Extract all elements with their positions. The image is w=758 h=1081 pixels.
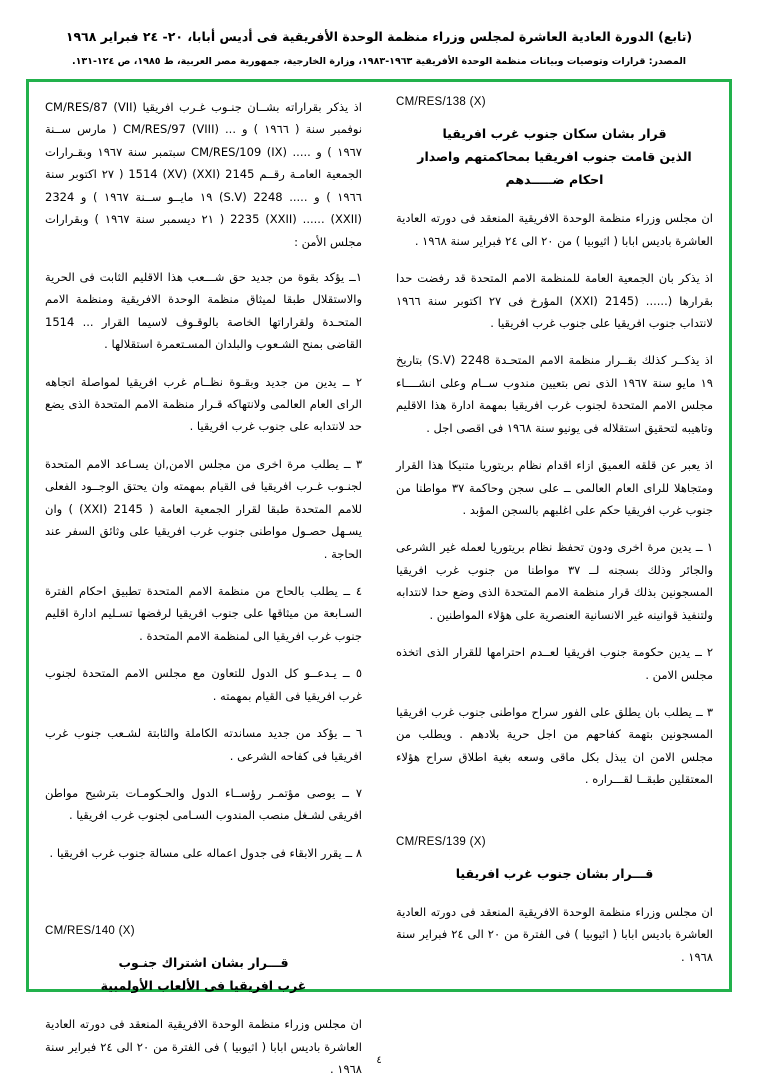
paragraph: اذ يذكــر كذلك بقــرار منظمة الامم المتحـدة 2248 (S.V) بتاريخ ١٩ مايو سنة ١٩٦٧ الذى نص بتعيين مندوب ســام وعلى انشــــاء مجلس الامم المتحدة لجنوب غرب افريقيا بمهمة ادارة هذا الاقليم وتاهيبه لتحقيق استقلاله فى يونيو سنة ١٩٦٨ فى اقصى اجل .: [396, 353, 713, 435]
resolution-139-title: [396, 862, 713, 885]
page-number: ٤: [376, 1055, 382, 1066]
paragraph: ٢ ــ يدين حكومة جنوب افريقيا لعــدم احترامها للقرار الذى اتخذه مجلس الامن .: [396, 645, 713, 682]
resolution-id-138: CM/RES/138 (X): [396, 96, 486, 108]
section-spacer: [45, 879, 362, 925]
paragraph: ١ ــ يدين مرة اخرى ودون تحفظ نظام بريتوريا لعمله غير الشرعى والجائر وذلك بسجنه لــ ٣٧ مواطنا من جنوب غرب افريقيا المسجونين بذلك قرار منظمة الامم المتحدة الذى وضع حدا لانتدابه ولتنفيذ قوانينه غير الانسانية العنصرية على هؤلاء المواطنين .: [396, 540, 713, 622]
paragraph: ان مجلس وزراء منظمة الوحدة الافريقية المنعقد فى دورته العادية العاشرة باديس ابابا ( اثيوبيا ) فى الفترة من ٢٠ الى ٢٤ فبراير سنة ١٩٦٨ .: [396, 904, 713, 964]
paragraph: ٥ ــ يـدعــو كل الدول للتعاون مع مجلس الامم المتحدة لجنوب غرب افريقيا فى القيام بمهمته .: [45, 666, 362, 703]
paragraph: ٢ ــ يدين من جديد وبقـوة نظــام غرب افريقيا لمواصلة اتجاهه الراى العام العالمى ولانتهاكه قـرار منظمة الامم المتحدة الذى يضع حد لانتدابه على جنوب غرب افريقيا .: [45, 374, 362, 434]
column-right: [390, 96, 713, 979]
resolution-139-title-line-1: قـــرار بشان جنوب غرب افريقيا: [455, 865, 654, 881]
content-frame: [26, 79, 732, 1077]
paragraph: ان مجلس وزراء منظمة الوحدة الافريقية المنعقد فى دورته العادية العاشرة باديس ابابا ( اثيوبيا ) فى الفترة من ٢٠ الى ٢٤ فبراير سنة ١٩٦٨ .: [45, 1017, 362, 1077]
resolution-140-title-line-1: قـــرار بشان اشتراك جنـوب: [118, 955, 289, 971]
paragraph: اذ يعبر عن قلقه العميق ازاء اقدام نظام بريتوريا متنيكا هذا القرار ومتجاهلا للراى العام العالمى ــ على سجن وحاكمة ٣٧ مواطنا من جنوب غرب افريقيا حكم على اغلبهم بالسجن المؤبد .: [396, 458, 713, 518]
column-left: [45, 96, 368, 1077]
resolution-138-title: [396, 122, 713, 191]
section-spacer: [396, 806, 713, 836]
paragraph: ٧ ــ يوصى مؤتمـر رؤســاء الدول والحـكومـات بترشيح مواطن افريقى لشـغل منصب المندوب السـامى لجنوب غرب افريقيا .: [45, 785, 362, 823]
resolution-id-140: CM/RES/140 (X): [45, 925, 135, 938]
paragraph: ٣ ــ يطلب بان يطلق على الفور سراح مواطنى جنوب غرب افريقيا المسجونين بتهمة كفاحهم من اجل حرية بلادهم . ويطلب من مجلس الامن ان يبذل بكل ماقى وسعه بغية اطلاق سراح هؤلاء المعتقلين طبقــا لقـــراره .: [396, 704, 713, 787]
resolution-138-title-line-3: احكام ضـــــدهم: [505, 172, 604, 188]
paragraph: ٦ ــ يؤكد من جديد مساندته الكاملة والثابتة لشـعب جنوب غرب افريقيا فى كفاحه الشرعى .: [45, 726, 362, 763]
paragraph: ٨ ــ يقرر الابقاء فى جدول اعماله على مسالة جنوب غرب افريقيا .: [49, 845, 362, 860]
paragraph: ان مجلس وزراء منظمة الوحدة الافريقية المنعقد فى دورته العادية العاشرة باديس ابابا ( اثيوبيا ) من ٢٠ الى ٢٤ فبراير سنة ١٩٦٨ .: [396, 211, 713, 248]
resolution-138-title-line-1: قرار بشان سكان جنوب غرب افريقيا: [442, 126, 667, 141]
resolution-140-title: [45, 951, 362, 997]
paragraph: ٣ ــ يطلب مرة اخرى من مجلس الامن,ان يسـاعد الامم المتحدة لجنـوب غـرب افريقيا فى القيام بمهمته وان يحتق الوجــود الفعلى للامم المتحدة طبقا لقرار الجمعية العامة ( 2145 (XXI) ) وان يسـهل حصـول مواطنى جنوب غرب افريقيا على وثائق السفر عند الحاجة .: [45, 456, 362, 561]
resolution-140-title-line-2: غرب افريقيا فى الألعاب الأولمبية: [100, 978, 307, 994]
resolution-138-title-line-2: الذين قامت جنوب افريقيا بمحاكمتهم واصدار: [417, 149, 692, 165]
paragraph: ٤ ــ يطلب بالحاح من منظمة الامم المتحدة تطبيق احكام الفترة السـابعة من ميثاقها على جنوب افريقيا لرفضها تسـليم ادارة اقليم جنوب غرب افريقيا الى لمنظمة الامم المتحدة .: [45, 584, 362, 643]
paragraph: اذ يذكر بان الجمعية العامة للمنظمة الامم المتحدة قد رفضت حدا بقرارها (...... (2145 (XXI) المؤرخ فى ٢٧ اكتوبر سنة ١٩٦٦ لانتداب جنوب افريقيا على جنوب غرب افريقيا .: [396, 271, 713, 331]
paragraph: ١ــ يؤكد بقوة من جديد حق شـــعب هذا الاقليم الثابت فى الحرية والاستقلال طبقا لميثاق منظمة الوحدة الافريقية ومنظمة الامم المتحـدة ولقراراتها الخاصة بالوقـوف لاسيما القرار ... 1514 القاضى بمنح الشـعوب والبلدان المسـتعمرة استقلالها .: [45, 269, 362, 352]
source-line: المصدر: قرارات وتوصيات وبيانات منظمة الوحدة الأفريقية ١٩٦٣-١٩٨٣، وزارة الخارجية، جمهورية مصر العربية، ط ١٩٨٥، ص ١٢٤-١٣١.: [71, 55, 687, 67]
page-title: (تابع) الدورة العادية العاشرة لمجلس وزراء منظمة الوحدة الأفريقية فى أديس أبابا، ٢٠- ٢٤ فبراير ١٩٦٨: [65, 29, 693, 44]
two-column-layout: [45, 96, 713, 1077]
page-header: [26, 28, 732, 69]
resolution-id-139: CM/RES/139 (X): [396, 835, 486, 848]
intro-paragraph: اذ يذكر بقراراته بشــان جنـوب غـرب افريقيا CM/RES/87 (VII) نوفمبر سنة ( ١٩٦٦ ) و ... CM/RES/97 (VIII) ( مارس ســنة ١٩٦٧ ) و ..... (IX) CM/RES/109 سبتمبر سنة ١٩٦٧ وبقـرارات الجمعية العامـة رقــم 2145 (XXI) 1514 (XV) ( ٢٧ اكتوبر سنة ١٩٦٦ ) و ..... 2248 (S.V) ١٩ مايــو ســنة ١٩٦٧ ) و 2324 (XXII) ...... 2235 (XXII) ( ٢١ ديسمبر سنة ١٩٦٧ ) وبقرارات مجلس الأمن :: [45, 100, 363, 249]
